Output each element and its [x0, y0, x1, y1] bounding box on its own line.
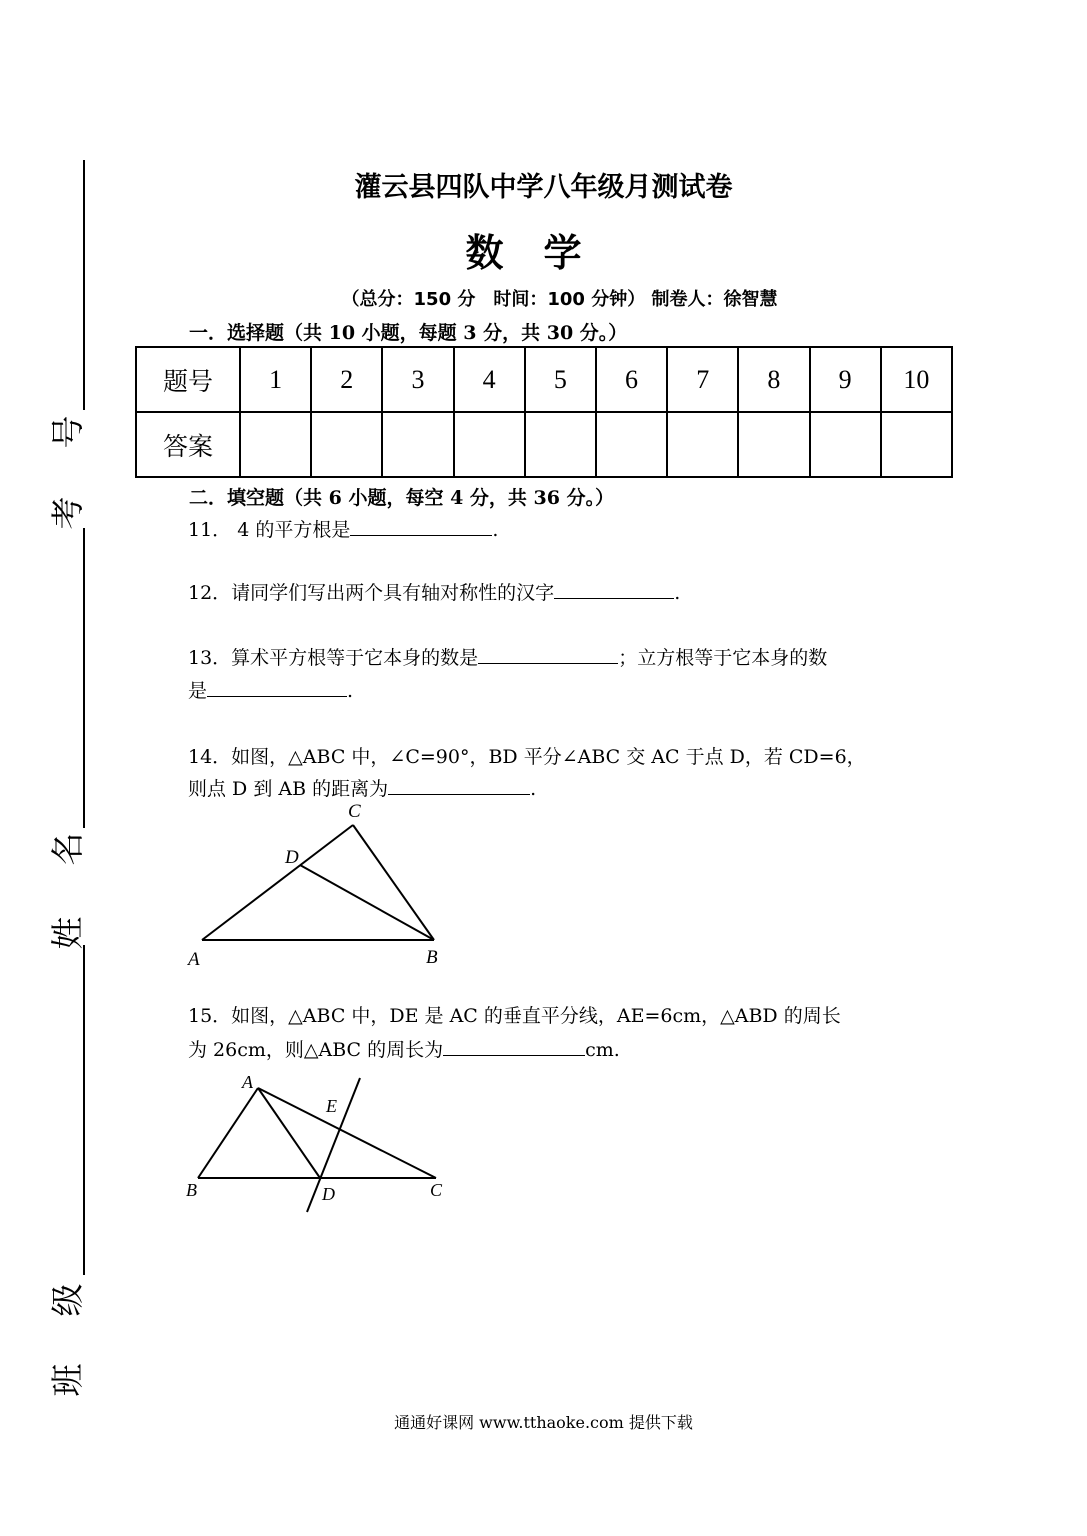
q15-figure: [180, 1070, 460, 1220]
q14-segment-BD: [300, 865, 434, 940]
q15-end: cm.: [585, 1039, 620, 1061]
exam-info: （总分：150 分 时间：100 分钟） 制卷人：徐智慧: [341, 289, 778, 310]
answer-cell[interactable]: [596, 412, 667, 477]
margin-label-kao: 考: [48, 496, 87, 530]
question-number-cell: 10: [881, 347, 952, 412]
q14-label-C: C: [348, 801, 361, 822]
q15-segment-AC: [258, 1088, 436, 1178]
q12-text: 12．请同学们写出两个具有轴对称性的汉字: [188, 582, 555, 604]
question-number-cell: 3: [382, 347, 453, 412]
q14-label-D: D: [285, 847, 299, 868]
question-number-cell: 6: [596, 347, 667, 412]
answer-cell[interactable]: [240, 412, 311, 477]
question-12: [188, 580, 680, 605]
footer-source: 通通好课网 www.tthaoke.com 提供下载: [394, 1413, 693, 1432]
question-14-line1: 14．如图，△ABC 中，∠C=90°，BD 平分∠ABC 交 AC 于点 D，若 CD=6，: [188, 746, 866, 768]
question-15-line1: 15．如图，△ABC 中，DE 是 AC 的垂直平分线，AE=6cm，△ABD 的周长: [188, 1005, 841, 1027]
q15-label-E: E: [326, 1096, 337, 1116]
q13-text-b: ；立方根等于它本身的数: [618, 647, 828, 669]
question-11: [188, 517, 498, 542]
margin-label-hao: 号: [48, 415, 87, 449]
q11-end: .: [492, 519, 499, 541]
margin-label-ban: 班: [48, 1363, 87, 1397]
answer-cell[interactable]: [738, 412, 809, 477]
answer-cell[interactable]: [667, 412, 738, 477]
q13-text-a: 13．算术平方根等于它本身的数是: [188, 647, 479, 669]
q14-label-A: A: [188, 949, 200, 970]
q14-figure: [180, 795, 460, 975]
table-row: [136, 412, 952, 477]
answer-cell[interactable]: [382, 412, 453, 477]
q14-label-B: B: [426, 947, 438, 968]
q14-segment-CB: [353, 825, 434, 940]
margin-label-ji: 级: [48, 1283, 87, 1317]
answer-cell[interactable]: [810, 412, 881, 477]
q15-label-B: B: [186, 1180, 197, 1200]
q13-blank-2[interactable]: [207, 678, 347, 697]
answer-cell[interactable]: [881, 412, 952, 477]
q15-label-D: D: [322, 1184, 335, 1204]
q15-segment-AB: [198, 1088, 258, 1178]
subject-title: 数学: [465, 231, 622, 275]
q11-blank[interactable]: [350, 517, 492, 536]
margin-label-xing: 姓: [48, 916, 87, 950]
q11-text: 11． 4 的平方根是: [188, 519, 351, 541]
q14-text: 则点 D 到 AB 的距离为: [188, 778, 389, 800]
question-number-cell: 5: [525, 347, 596, 412]
section2-heading: 二．填空题（共 6 小题，每空 4 分，共 36 分。）: [189, 487, 615, 509]
question-number-cell: 9: [810, 347, 881, 412]
q13-end: .: [347, 680, 354, 702]
q12-end: .: [674, 582, 681, 604]
question-13-line1: [188, 645, 827, 670]
table-row: [136, 347, 952, 412]
margin-line-2: [83, 528, 85, 828]
question-15-line2: [188, 1037, 620, 1062]
q13-blank-1[interactable]: [478, 645, 618, 664]
q15-label-A: A: [242, 1072, 253, 1092]
question-number-cell: 2: [311, 347, 382, 412]
q12-blank[interactable]: [554, 580, 674, 599]
question-number-cell: 1: [240, 347, 311, 412]
answer-cell[interactable]: [525, 412, 596, 477]
row-header-number: 题号: [136, 347, 240, 412]
answer-cell[interactable]: [311, 412, 382, 477]
question-number-cell: 8: [738, 347, 809, 412]
section1-heading: 一．选择题（共 10 小题，每题 3 分，共 30 分。）: [189, 322, 628, 344]
q14-blank[interactable]: [388, 776, 530, 795]
q13-text-c: 是: [188, 680, 208, 702]
row-header-answer: 答案: [136, 412, 240, 477]
q15-segment-AD: [258, 1088, 320, 1178]
exam-title: 灌云县四队中学八年级月测试卷: [354, 172, 733, 203]
answer-table: [135, 346, 953, 478]
margin-label-ming: 名: [48, 832, 87, 866]
q14-end: .: [530, 778, 537, 800]
q15-label-C: C: [430, 1180, 443, 1200]
answer-cell[interactable]: [454, 412, 525, 477]
question-number-cell: 7: [667, 347, 738, 412]
q15-blank[interactable]: [443, 1037, 585, 1056]
q15-text: 为 26cm，则△ABC 的周长为: [188, 1039, 444, 1061]
question-number-cell: 4: [454, 347, 525, 412]
margin-line-3: [83, 945, 85, 1275]
question-13-line2: [188, 678, 353, 703]
